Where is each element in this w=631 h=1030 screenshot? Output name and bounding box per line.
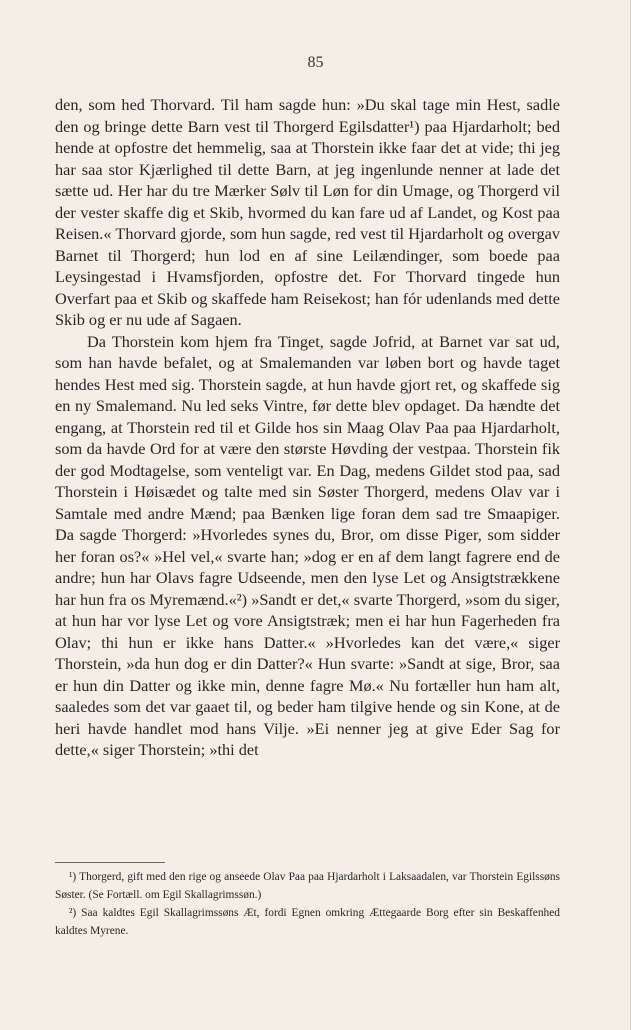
- body-text: [55, 94, 560, 761]
- footnote-1: ¹) Thorgerd, gift med den rige og anseede Olav Paa paa Hjardarholt i Laksaadalen, var Thorstein Egilssøns Søster. (Se Fortæll. om Egil Skallagrimssøn.): [55, 871, 560, 901]
- footnote-2: ²) Saa kaldtes Egil Skallagrimssøns Æt, fordi Egnen omkring Ættegaarde Borg efter sin Beskaffenhed kaldtes Myrene.: [55, 907, 560, 937]
- footnotes: [55, 868, 560, 940]
- page-number: 85: [307, 54, 324, 71]
- paragraph-1: den, som hed Thorvard. Til ham sagde hun: »Du skal tage min Hest, sadle den og bringe dette Barn vest til Thorgerd Egilsdatter¹) paa Hjardarholt; bed hende at opfostre det hemmelig, saa at Thorstein ikke faar det at vide; thi jeg har saa stor Kjærlighed til dette Barn, at jeg ingenlunde nenner at lade det sætte ud. Her har du tre Mærker Sølv til Løn for din Umage, og Thorgerd vil der vester skaffe dig et Skib, hvormed du kan fare ud af Landet, og Kost paa Reisen.« Thorvard gjorde, som hun sagde, red vest til Hjardarholt og overgav Barnet til Thorgerd; hun lod en af sine Leilændinger, som boede paa Leysingestad i Hvamsfjorden, opfostre det. For Thorvard tingede hun Overfart paa et Skib og skaffede ham Reisekost; han fór udenlands med dette Skib og er nu ude af Sagaen.: [55, 95, 560, 329]
- footnote-separator: [55, 862, 165, 863]
- paragraph-2: Da Thorstein kom hjem fra Tinget, sagde Jofrid, at Barnet var sat ud, som han havde befalet, og at Smalemanden var løben bort og havde taget hendes Hest med sig. Thorstein sagde, at hun havde gjort ret, og skaffede sig en ny Smalemand. Nu led seks Vintre, før dette blev opdaget. Da hændte det engang, at Thorstein red til et Gilde hos sin Maag Olav Paa paa Hjardarholt, som da havde Ord for at være den største Høvding der vestpaa. Thorstein fik der god Modtagelse, som venteligt var. En Dag, medens Gildet stod paa, sad Thorstein i Høisædet og talte med sin Søster Thorgerd, medens Olav var i Samtale med andre Mænd; paa Bænken lige foran dem sad tre Smaapiger. Da sagde Thorgerd: »Hvorledes synes du, Bror, om disse Piger, som sidder her foran os?« »Hel vel,« svarte han; »dog er en af dem langt fagrere end de andre; hun har Olavs fagre Udseende, men den lyse Let og Ansigtstrækkene har hun fra os Myremænd.«²) »Sandt er det,« svarte Thorgerd, »som du siger, at hun har vor lyse Let og vore Ansigtstræk; men ei har hun Fagerheden fra Olav; thi hun er ikke hans Datter.« »Hvorledes kan det være,« siger Thorstein, »da hun dog er din Datter?« Hun svarte: »Sandt at sige, Bror, saa er hun din Datter og ikke min, denne fagre Mø.« Nu fortæller hun ham alt, saaledes som det var gaaet til, og beder ham tilgive hende og sin Kone, at de heri havde handlet mod hans Vilje. »Ei nenner jeg at give Eder Sag for dette,« siger Thorstein; »thi det: [55, 331, 560, 759]
